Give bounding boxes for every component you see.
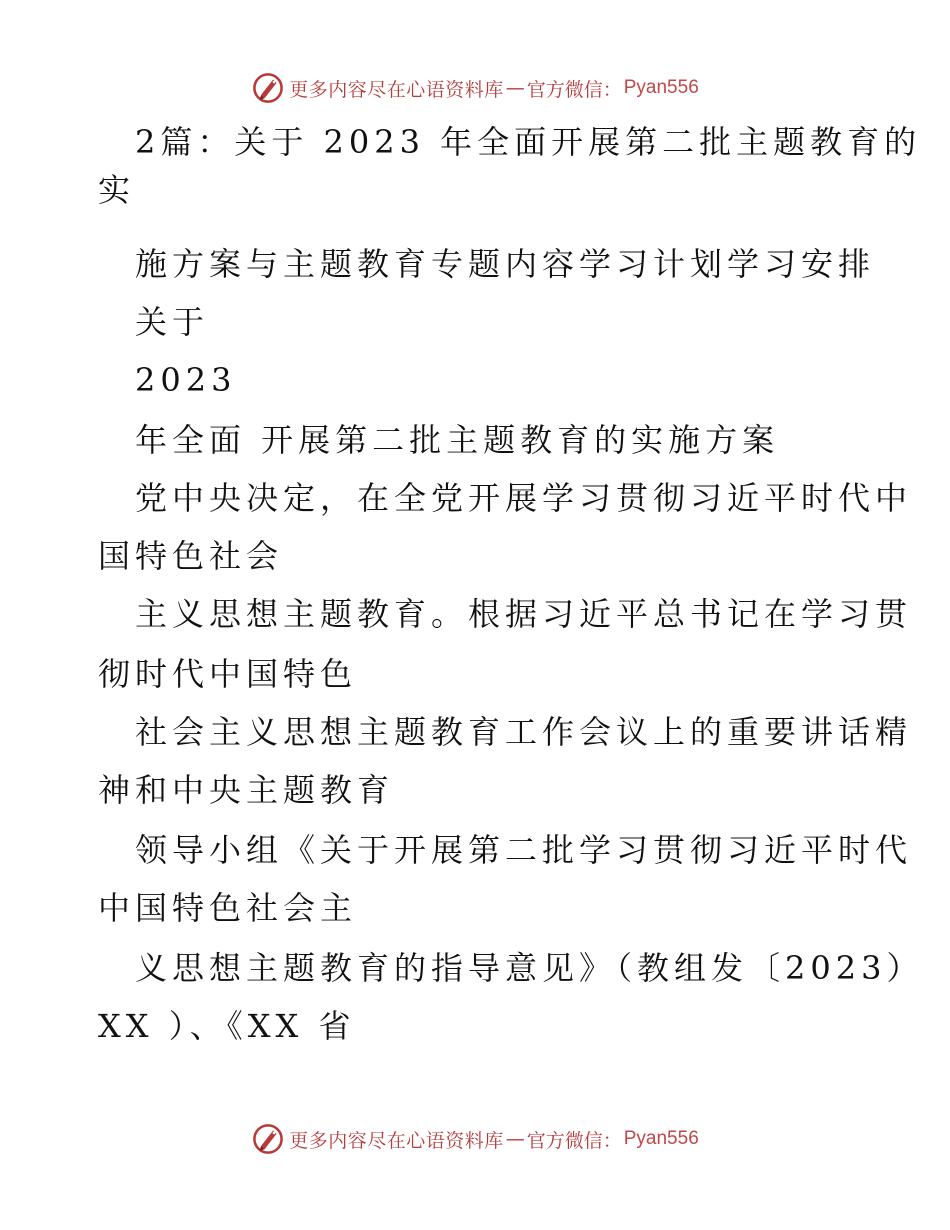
header-watermark xyxy=(0,68,950,108)
watermark-wechat-label: 官方微信： xyxy=(526,78,622,101)
footer-watermark xyxy=(0,1119,950,1159)
text-line-12: 神和中央主题教育 xyxy=(98,771,395,809)
watermark-site-text: 更多内容尽在心语资料库 xyxy=(289,1129,504,1152)
text-line-1: 2篇：关于 2023 年全面开展第二批主题教育的 xyxy=(135,123,922,161)
text-line-4: 关于 xyxy=(135,303,210,341)
text-line-14: 中国特色社会主 xyxy=(98,889,358,927)
text-line-8: 国特色社会 xyxy=(98,537,284,575)
watermark-wechat-id: Pyan556 xyxy=(623,77,699,98)
text-line-3: 施方案与主题教育专题内容学习计划学习安排 xyxy=(135,245,876,283)
text-line-2: 实 xyxy=(98,171,136,209)
watermark-wechat-label: 官方微信： xyxy=(526,1129,622,1152)
text-line-13: 领导小组《关于开展第二批学习贯彻习近平时代 xyxy=(135,831,913,869)
text-line-7: 党中央决定，在全党开展学习贯彻习近平时代中 xyxy=(135,479,913,517)
watermark-site-text: 更多内容尽在心语资料库 xyxy=(289,78,504,101)
text-line-6: 年全面 开展第二批主题教育的实施方案 xyxy=(135,421,780,459)
watermark-separator: — xyxy=(505,77,525,99)
text-line-10: 彻时代中国特色 xyxy=(98,655,358,693)
text-line-15: 义思想主题教育的指导意见》（教组发〔2023） xyxy=(135,949,924,987)
text-line-9: 主义思想主题教育。根据习近平总书记在学习贯 xyxy=(135,595,913,633)
pen-nib-logo-icon xyxy=(251,71,285,105)
text-line-11: 社会主义思想主题教育工作会议上的重要讲话精 xyxy=(135,713,913,751)
pen-nib-logo-icon xyxy=(251,1122,285,1156)
text-line-16: XX ）、《XX 省 xyxy=(98,1007,356,1045)
watermark-wechat-id: Pyan556 xyxy=(623,1128,699,1149)
text-line-5: 2023 xyxy=(135,361,237,399)
watermark-separator: — xyxy=(505,1128,525,1150)
